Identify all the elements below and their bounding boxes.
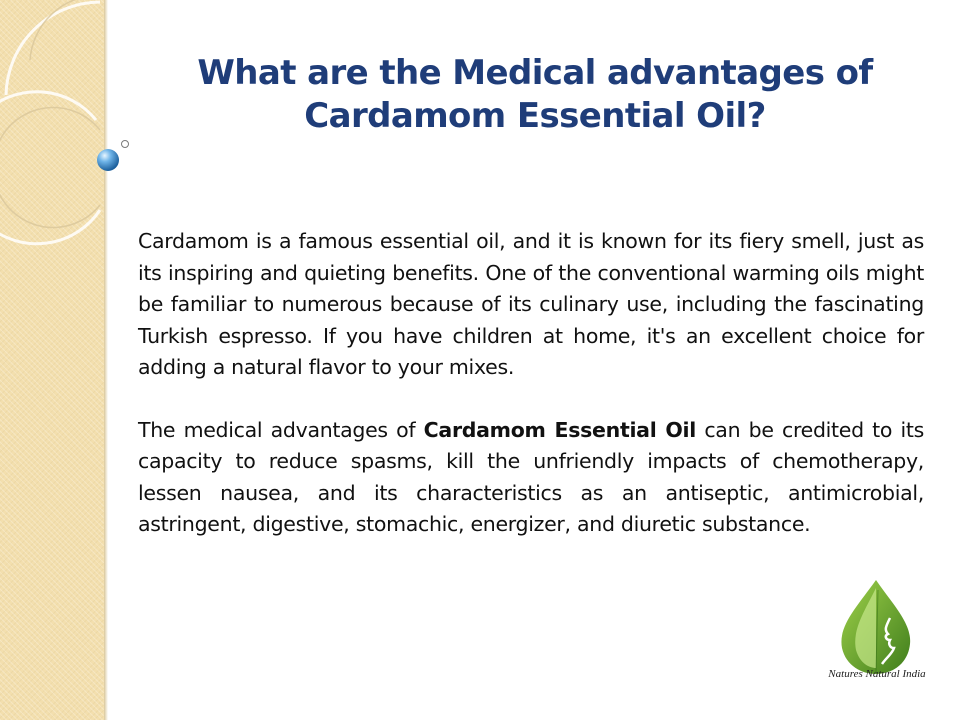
paragraph-2-highlight: Cardamom Essential Oil: [423, 417, 696, 442]
page-title: [150, 52, 920, 138]
paragraph-1: Cardamom is a famous essential oil, and it is known for its fiery smell, just as its inspiring and quieting benefits. One of the conventional warming oils might be familiar to numerous because of its culinary use, including the fascinating Turkish espresso. If you have children at home, it's an excellent choice for adding a natural flavor to your mixes.: [138, 229, 924, 379]
brand-name: Natures Natural India: [828, 668, 926, 680]
title-line-2: Cardamom Essential Oil?: [304, 96, 766, 136]
paragraph-2: [138, 415, 924, 541]
blue-orb-icon: [97, 149, 119, 171]
paragraph-2-lead: The medical advantages of: [138, 417, 424, 442]
title-line-1: What are the Medical advantages of: [197, 53, 873, 93]
paragraph-2-rest: can be credited to its capacity to reduce spasms, kill the unfriendly impacts of chemotherapy, lessen nausea, and its characteristics as an antiseptic, antimicrobial, astringent, digestive, stomachic, energizer, and diuretic substance.: [138, 417, 924, 536]
content-body: [138, 226, 924, 572]
